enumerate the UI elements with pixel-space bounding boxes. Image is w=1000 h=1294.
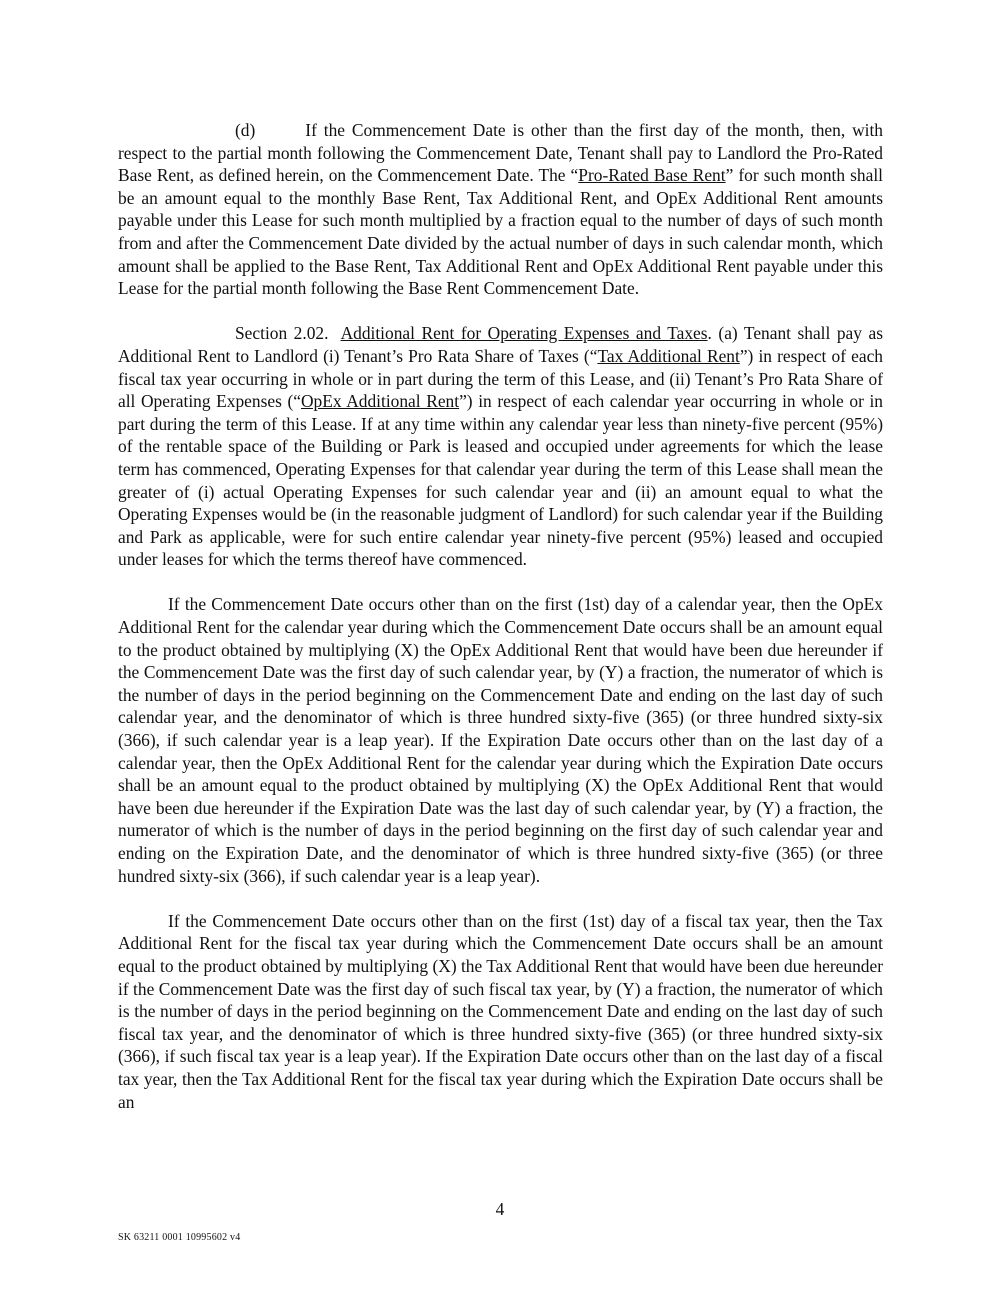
section-text-3: ”) in respect of each calendar year occurring in whole or in part during the term of this Lease. If at any time within any calendar year less than ninety-five percent (95%) of the rentable space of the Building or Park is leased and occupied under agreements for which the lease term has commenced, Operating Expenses for that calendar year during the term of this Lease shall mean the greater of (i) actual Operating Expenses for such calendar year and (ii) an amount equal to what the Operating Expenses would be (in the reasonable judgment of Landlord) for such calendar year if the Building and Park as applicable, were for such entire calendar year ninety-five percent (95%) leased and occupied under leases for which the terms thereof have commenced.: [118, 391, 884, 570]
section-text-1: . (a) Tenant shall pay as Additional Rent to Landlord (i) Tenant’s Pro Rata Share of Taxes (“: [118, 323, 883, 366]
section-number: Section 2.02.: [235, 323, 329, 344]
defined-term-pro-rated-base-rent: Pro-Rated Base Rent: [578, 165, 726, 186]
defined-term-opex-additional-rent: OpEx Additional Rent: [300, 391, 460, 412]
section-text-2: ”) in respect of each fiscal tax year occurring in whole or in part during the term of this Lease, and (ii) Tenant’s Pro Rata Share of all Operating Expenses (“: [118, 345, 883, 412]
document-page: [118, 119, 883, 1136]
section-heading: Additional Rent for Operating Expenses and Taxes: [340, 323, 708, 344]
paragraph-d-label: (d): [235, 120, 256, 140]
paragraph-d-text-2: ” for such month shall be an amount equal to the monthly Base Rent, Tax Additional Rent, and OpEx Additional Rent amounts payable under this Lease for such month multiplied by a fraction equal to the number of days of such month from and after the Commencement Date divided by the actual number of days in such calendar month, which amount shall be applied to the Base Rent, Tax Additional Rent and OpEx Additional Rent payable under this Lease for the partial month following the Base Rent Commencement Date.: [118, 165, 883, 299]
paragraph-opex-proration: If the Commencement Date occurs other than on the first (1st) day of a calendar year, then the OpEx Additional Rent for the calendar year during which the Commencement Date occurs shall be an amount equal to the product obtained by multiplying (X) the OpEx Additional Rent that would have been due hereunder if the Commencement Date was the first day of such calendar year, by (Y) a fraction, the numerator of which is the number of days in the period beginning on the Commencement Date and ending on the last day of such calendar year, and the denominator of which is three hundred sixty-five (365) (or three hundred sixty-six (366), if such calendar year is a leap year). If the Expiration Date occurs other than on the last day of a calendar year, then the OpEx Additional Rent for the calendar year during which the Expiration Date occurs shall be an amount equal to the product obtained by multiplying (X) the OpEx Additional Rent that would have been due hereunder if the Expiration Date was the last day of such calendar year, by (Y) a fraction, the numerator of which is the number of days in the period beginning on the first day of such calendar year and ending on the Expiration Date, and the denominator of which is three hundred sixty-five (365) (or three hundred sixty-six (366), if such calendar year is a leap year).: [118, 594, 883, 886]
paragraph-d-text-1: If the Commencement Date is other than the first day of the month, then, with respect to the partial month following the Commencement Date, Tenant shall pay to Landlord the Pro-Rated Base Rent, as defined herein, on the Commencement Date. The “: [118, 120, 883, 186]
page-number: 4: [495, 1199, 505, 1219]
paragraph-tax-proration: If the Commencement Date occurs other than on the first (1st) day of a fiscal tax year, then the Tax Additional Rent for the fiscal tax year during which the Commencement Date occurs shall be an amount equal to the product obtained by multiplying (X) the Tax Additional Rent that would have been due hereunder if the Commencement Date was the first day of such fiscal tax year, by (Y) a fraction, the numerator of which is the number of days in the period beginning on the Commencement Date and ending on the last day of such fiscal tax year, and the denominator of which is three hundred sixty-five (365) (or three hundred sixty-six (366), if such fiscal tax year is a leap year). If the Expiration Date occurs other than on the last day of a fiscal tax year, then the Tax Additional Rent for the fiscal tax year during which the Expiration Date occurs shall be an: [118, 910, 883, 1112]
defined-term-tax-additional-rent: Tax Additional Rent: [597, 345, 740, 366]
paragraph-d: [118, 119, 883, 300]
section-2-02-paragraph: [118, 322, 883, 571]
footer-document-id: SK 63211 0001 10995602 v4: [118, 1232, 241, 1243]
